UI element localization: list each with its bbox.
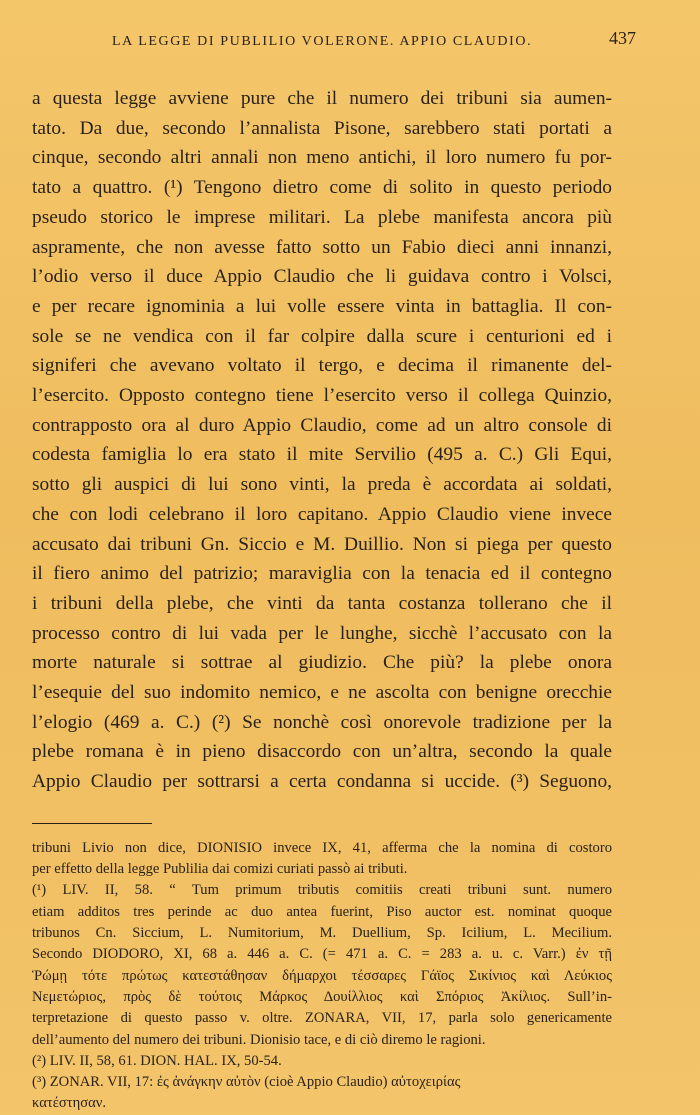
page-number: 437 [609,28,636,48]
body-line: l’esequie del suo indomito nemico, e ne ascolta con benigne orecchie [32,682,612,704]
body-line: cinque, secondo altri annali non meno antichi, il loro numero fu por- [32,147,612,169]
running-header [32,22,636,58]
body-line: l’elogio (469 a. C.) (²) Se nonchè così onorevole tradizione per la [32,711,612,733]
body-line: che con lodi celebrano il loro capitano. Appio Claudio viene invece [32,503,612,525]
footnotes [32,838,612,1115]
footnote-line: Νεμετώριος, πρὸς δὲ τούτοις Μάρκος Δουίλλιος καὶ Σπόριος Ἀκίλιος. Sull’in- [32,988,612,1005]
body-line: sole se ne vendica con il far colpire dalla scure i centurioni ed i [32,325,612,347]
footnote-line: (²) LIV. II, 58, 61. DION. HAL. IX, 50-54. [32,1052,282,1069]
footnote-line: Secondo DIODORO, XI, 68 a. 446 a. C. (= 471 a. C. = 283 a. u. c. Varr.) ἐν τῇ [32,946,612,963]
footnote-line: tribunos Cn. Siccium, L. Numitorium, M. Duellium, Sp. Icilium, L. Mecilium. [32,925,612,942]
body-line: contrapposto ora al duro Appio Claudio, come ad un altro console di [32,414,612,436]
body-line: a questa legge avviene pure che il numero dei tribuni sia aumen- [32,88,612,109]
footnote-separator [32,823,152,824]
chapter-title: LA LEGGE DI PUBLILIO VOLERONE. APPIO CLAUDIO. [112,34,533,49]
body-line: l’odio verso il duce Appio Claudio che li guidava contro i Volsci, [32,266,612,288]
body-line: il fiero animo del patrizio; maraviglia con la tenacia ed il contegno [32,563,612,585]
body-line: Appio Claudio per sottrarsi a certa condanna si uccide. (³) Seguono, [32,771,612,793]
body-line: plebe romana è in pieno disaccordo con un’altra, secondo la quale [32,741,612,763]
footnote-line: tribuni Livio non dice, DIONISIO invece IX, 41, afferma che la nomina di costoro [32,839,612,856]
body-line: tato. Da due, secondo l’annalista Pisone, sarebbero stati portati a [32,117,612,139]
body-line: l’esercito. Opposto contegno tiene l’esercito verso il collega Quinzio, [32,385,612,407]
body-line: processo contro di lui vada per le lunghe, sicchè l’accusato con la [32,622,612,644]
body-line: i tribuni della plebe, che vinti da tanta costanza tollerano che il [32,592,612,614]
body-line: pseudo storico le imprese militari. La plebe manifesta ancora più [32,206,612,228]
body-line: morte naturale si sottrae al giudizio. Che più? la plebe onora [32,652,612,674]
footnote-line: (³) ZONAR. VII, 17: ἐς ἀνάγκην αὐτὸν (cioè Appio Claudio) αὐτοχειρίας [32,1074,461,1091]
body-line: sotto gli auspici di lui sono vinti, la preda è accordata ai soldati, [32,474,612,496]
book-page [32,22,636,1115]
body-line: accusato dai tribuni Gn. Siccio e M. Duillio. Non si piega per questo [32,533,612,555]
footnote-line: Ῥώμῃ τότε πρώτως κατεστάθησαν δήμαρχοι τέσσαρες Γάϊος Σικίνιος καὶ Λεύκιος [32,967,612,984]
footnote-line: (¹) LIV. II, 58. “ Tum primum tributis comitiis creati tribuni sunt. numero [32,882,612,899]
footnote-line: dell’aumento del numero dei tribuni. Dionisio tace, e di ciò diremo le ragioni. [32,1031,486,1048]
body-line: e per recare ignominia a lui volle essere vinta in battaglia. Il con- [32,295,612,317]
body-line: codesta famiglia lo era stato il mite Servilio (495 a. C.) Gli Equi, [32,444,612,466]
body-line: signiferi che avevano voltato il tergo, e decima il rimanente del- [32,355,612,377]
footnote-line: κατέστησαν. [32,1095,106,1112]
body-line: tato a quattro. (¹) Tengono dietro come di solito in questo periodo [32,177,612,199]
footnote-line: per effetto della legge Publilia dai comizi curiati passò ai tributi. [32,861,408,878]
footnote-line: etiam additos tres perinde ac duo antea fuerint, Piso auctor est. nominat quoque [32,903,612,920]
footnote-line: terpretazione di questo passo v. oltre. ZONARA, VII, 17, parla solo genericamente [32,1010,612,1027]
body-text [32,84,612,797]
body-line: aspramente, che non avesse fatto sotto un Fabio dieci anni innanzi, [32,236,612,258]
